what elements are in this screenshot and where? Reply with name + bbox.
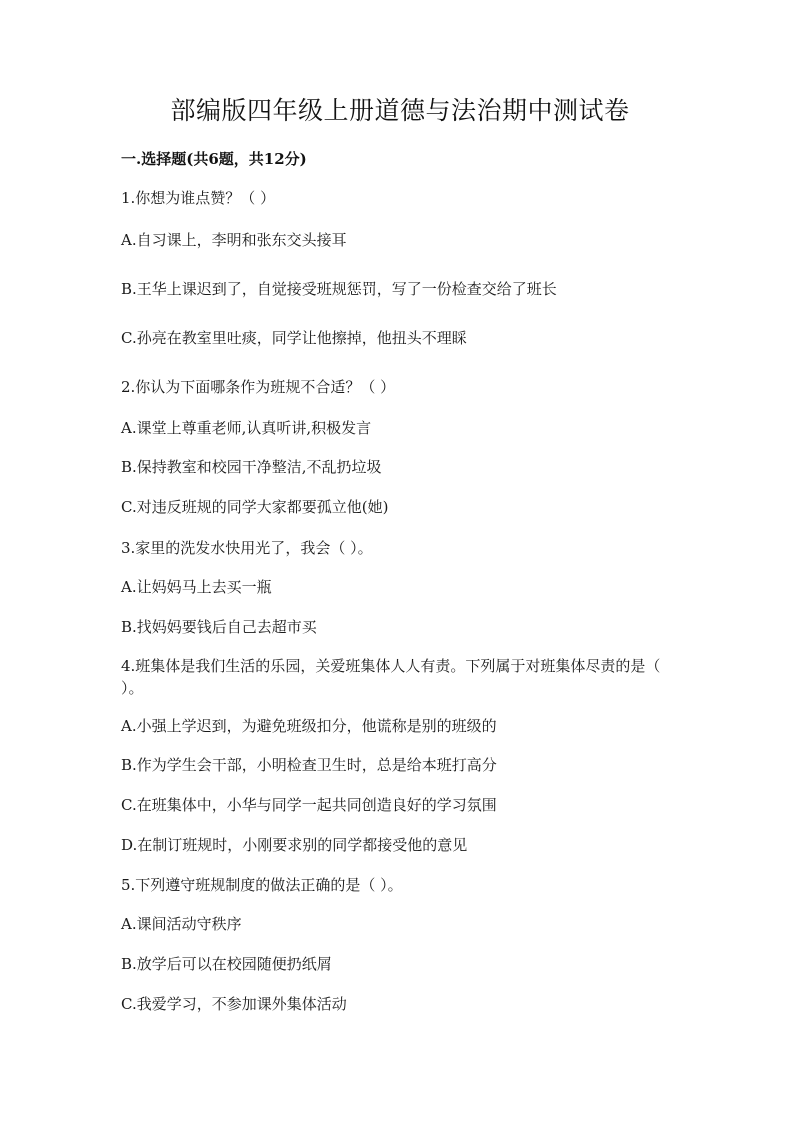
- question-4-stem: 4.班集体是我们生活的乐园，关爱班集体人人有责。下列属于对班集体尽责的是（ ）。: [121, 657, 661, 697]
- question-2-option-a: A.课堂上尊重老师,认真听讲,积极发言: [121, 419, 372, 437]
- page-title: 部编版四年级上册道德与法治期中测试卷: [170, 96, 630, 125]
- section-heading: 一.选择题(共6题，共12分): [121, 150, 307, 168]
- question-4-option-d: D.在制订班规时，小刚要求别的同学都接受他的意见: [121, 836, 468, 854]
- question-3-option-a: A.让妈妈马上去买一瓶: [121, 578, 272, 596]
- question-5-stem: 5.下列遵守班规制度的做法正确的是（ ）。: [121, 876, 403, 894]
- question-1-stem: 1.你想为谁点赞？（ ）: [121, 189, 276, 207]
- question-5-option-c: C.我爱学习，不参加课外集体活动: [121, 995, 347, 1013]
- question-3-option-b: B.找妈妈要钱后自己去超市买: [121, 618, 317, 636]
- question-5-option-a: A.课间活动守秩序: [121, 915, 242, 933]
- question-1-option-c: C.孙亮在教室里吐痰，同学让他擦掉，他扭头不理睬: [121, 329, 467, 347]
- question-2-option-b: B.保持教室和校园干净整洁,不乱扔垃圾: [121, 458, 382, 476]
- question-2-option-c: C.对违反班规的同学大家都要孤立他(她): [121, 498, 389, 516]
- question-4-option-b: B.作为学生会干部，小明检查卫生时，总是给本班打高分: [121, 756, 497, 774]
- question-5-option-b: B.放学后可以在校园随便扔纸屑: [121, 955, 332, 973]
- question-1-option-b: B.王华上课迟到了，自觉接受班规惩罚，写了一份检查交给了班长: [121, 280, 557, 298]
- question-4-option-a: A.小强上学迟到，为避免班级扣分，他谎称是别的班级的: [121, 717, 497, 735]
- question-3-stem: 3.家里的洗发水快用光了，我会（ ）。: [121, 539, 373, 557]
- question-1-option-a: A.自习课上，李明和张东交头接耳: [121, 231, 347, 249]
- question-2-stem: 2.你认为下面哪条作为班规不合适？（ ）: [121, 378, 396, 396]
- question-4-option-c: C.在班集体中，小华与同学一起共同创造良好的学习氛围: [121, 796, 497, 814]
